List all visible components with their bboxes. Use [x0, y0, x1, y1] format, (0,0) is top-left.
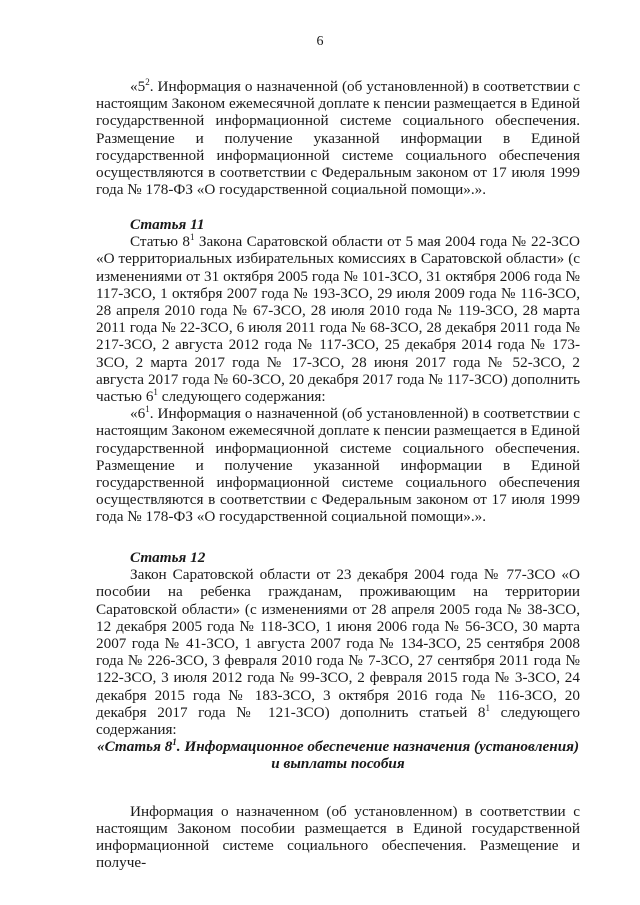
article-11-part: [96, 405, 580, 525]
superscript: 1: [145, 404, 150, 415]
article-8-1-body: Информация о назначенном (об установленном) в соответствии с настоящим Законом пособии размещается в Единой государственной информационной системе социального обеспечения. Размещение и получе-: [96, 802, 580, 872]
superscript: 1: [153, 386, 158, 397]
article-12: [96, 549, 580, 871]
intro-text: Закон Саратовской области от 23 декабря 2004 года № 77-ЗСО «О пособии на ребенка гражданам, проживающим на территории Саратовской области» (с изменениями от 28 апреля 2005 года № 38-ЗСО, 12 декабря 2005 года № 118-ЗСО, 1 июня 2006 года № 56-ЗСО, 30 марта 2007 года № 41-ЗСО, 1 августа 2007 года № 134-ЗСО, 25 сентября 2008 года № 226-ЗСО, 3 февраля 2010 года № 7-ЗСО, 27 сентября 2011 года № 122-ЗСО, 3 июля 2012 года № 99-ЗСО, 2 февраля 2015 года № 3-ЗСО, 24 декабря 2015 года № 183-ЗСО, 3 октября 2016 года № 116-ЗСО, 20 декабря 2017 года № 121-ЗСО) дополнить статьей 8: [96, 566, 580, 721]
page-number: 6: [316, 34, 324, 49]
section-5-2: [96, 78, 580, 198]
part-text: . Информация о назначенной (об установленной) в соответствии с настоящим Законом ежемесячной доплате к пенсии размещается в Единой государственной информационной системе социального обеспечения. Размещение и получение указанной информации в Единой государственной информационной системе социального обеспечения осуществляются в соответствии с Федеральным законом от 17 июля 1999 года № 178-ФЗ «О государственной социальной помощи».».: [96, 405, 580, 526]
paragraph-5-2: [96, 78, 580, 198]
heading-text: . Информационное обеспечение назначения (установления) и выплаты пособия: [176, 738, 580, 773]
article-12-title: Статья 12: [130, 549, 206, 566]
part-prefix: «6: [130, 405, 146, 423]
heading-prefix: «Статья 8: [96, 738, 173, 756]
intro-text: следующего содержания:: [157, 388, 326, 406]
article-11: [96, 216, 580, 526]
paragraph-prefix: «5: [130, 78, 146, 95]
article-11-title: Статья 11: [130, 216, 205, 233]
paragraph-text: . Информация о назначенной (об установленной) в соответствии с настоящим Законом ежемесячной доплате к пенсии размещается в Единой государственной информационной системе социального обеспечения. Размещение и получение указанной информации в Единой государственной информационной системе социального обеспечения осуществляются в соответствии с Федеральным законом от 17 июля 1999 года № 178-ФЗ «О государственной социальной помощи».».: [96, 78, 580, 199]
intro-text: Закона Саратовской области от 5 мая 2004 года № 22-ЗСО «О территориальных избирательных комиссиях в Саратовской области» (с изменениями от 31 октября 2005 года № 101-ЗСО, 31 октября 2006 года № 117-ЗСО, 1 октября 2007 года № 193-ЗСО, 29 июля 2009 года № 116-ЗСО, 28 апреля 2010 года № 67-ЗСО, 28 июля 2010 года № 119-ЗСО, 28 марта 2011 года № 22-ЗСО, 6 июля 2011 года № 68-ЗСО, 28 декабря 2011 года № 217-ЗСО, 2 августа 2012 года № 117-ЗСО, 25 декабря 2014 года № 173-ЗСО, 2 марта 2017 года № 17-ЗСО, 28 июня 2017 года № 52-ЗСО, 2 августа 2017 года № 60-ЗСО, 20 декабря 2017 года № 117-ЗСО) дополнить частью 6: [96, 233, 580, 406]
intro-text: следующего содержания:: [96, 703, 580, 739]
superscript: 1: [485, 702, 491, 713]
article-8-1-heading: [96, 738, 580, 772]
article-12-intro: [96, 566, 580, 738]
superscript: 2: [145, 76, 150, 87]
article-11-intro: [96, 233, 580, 405]
intro-text: Статью 8: [130, 233, 190, 251]
superscript: 1: [189, 232, 195, 243]
superscript: 1: [172, 737, 177, 748]
